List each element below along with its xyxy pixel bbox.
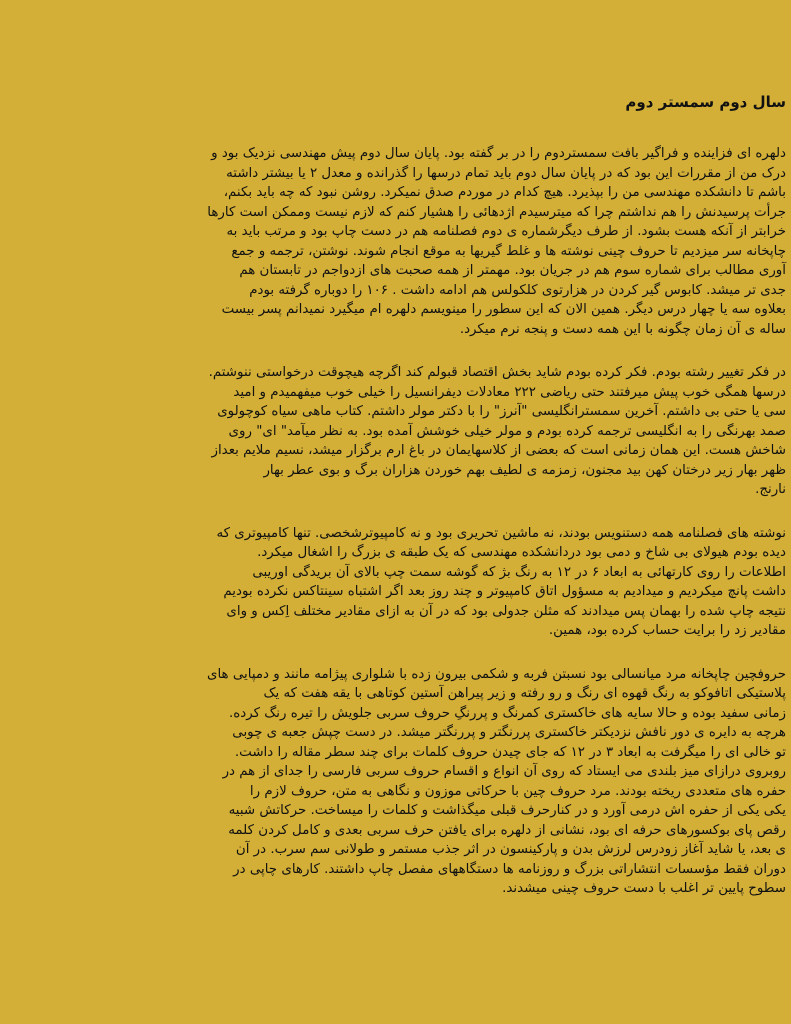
text-line: تو خالی ای را میگرفت به ابعاد ۳ در ۱۲ که جای چیدن حروف کلمات برای چند سطر مقاله را داشت. bbox=[234, 744, 786, 760]
text-line: ظهر بهار زیر درختان کهن بید مجنون، زمزمه ی لطیف بهم خوردن هزاران برگ و بوی عطر بهار bbox=[263, 462, 786, 478]
text-line: نوشته های فصلنامه همه دستنویس بودند، نه ماشین تحریری بود و نه کامپیوترشخصی. تنها کامپیوتری که bbox=[216, 525, 786, 541]
paragraph-4 bbox=[100, 665, 786, 899]
text-line: دلهره ای فزاینده و فراگیر بافت سمستردوم را در بر گفته بود. پایان سال دوم پیش مهندسی نزدیک بود و bbox=[211, 146, 786, 161]
text-line: درسها همگی خوب پیش میرفتند حتی ریاضی ۲۲۲ معادلات دیفرانسیل را خیلی خوب میفهمیدم و امید bbox=[233, 384, 786, 400]
text-line: پلاستیکی اتافوکو به رنگ قهوه ای رنگ و رو رفته و زیر پیراهن آستین کوتاهی با یقه هفت که یک bbox=[263, 686, 786, 701]
text-line: سطوح پایین تر اغلب با دست حروف چینی میشدند. bbox=[502, 881, 786, 896]
text-line: درک من از مقررات این بود که در پایان سال دوم باید تمام درسها را گذرانده و معدل ۲ یا بیشتر داشته bbox=[226, 165, 786, 181]
text-line: رقص پای بوکسورهای حرفه ای بود، نشانی از دلهره برای یافتن حرف سربی بعدی و کامل کردن کلمه bbox=[228, 822, 786, 838]
text-line: نتیجه چاپ شده را بهمان پس میدادند که مثلن جدولی بود که در آن به ازای مقادیر مختلف اِکس و وای bbox=[226, 603, 786, 619]
text-line: ساله ی آن زمان چگونه با این همه دست و پنجه نرم میکرد. bbox=[459, 321, 786, 337]
paragraph-1 bbox=[100, 144, 786, 339]
text-line: ی بعد، یا شاید آغاز زودرس لرزش بدن و پارکینسون در اثر جذب مستمر و طولانی سم سرب. در آن bbox=[235, 842, 786, 857]
text-line: داشت پانچ میکردیم و میدادیم به مسؤول اتاق کامپیوتر و چند روز بعد اگر اشتباه سینتاکس نکرده بودیم bbox=[223, 584, 786, 599]
document-title: سال دوم سمستر دوم bbox=[625, 93, 786, 111]
text-line: دوران فقط مؤسسات انتشاراتی بزرگ و روزنامه ها دستگاههای مفصل چاپ داشتند. کارهای چاپی در bbox=[233, 861, 786, 877]
text-line: در فکر تغییر رشته بودم. فکر کرده بودم شاید بخش اقتصاد قبولم کند اگرچه هیچوقت درخواستی ننوشتم. bbox=[208, 365, 786, 380]
text-line: زمانی سفید بوده و حالا سایه های خاکستری کمرنگ و پررنگِ حروف سربی جلویش را تیره رنگ کرده. bbox=[229, 705, 786, 721]
text-line: بعلاوه سه یا چهار درس دیگر. همین الان که این سطور را مینویسم دلهره ام میگیرد نمیدانم پسر بیست bbox=[221, 302, 786, 317]
text-line: جدی تر میشد. کابوس گیر کردن در هزارتوی کلکولس هم ادامه داشت . ۱۰۶ را دوباره گرفته بودم bbox=[249, 282, 786, 298]
text-line: آوری مطالب برای شماره سوم هم در جریان بود. مهمتر از همه صحبت های ازدواجم در تابستان هم bbox=[239, 263, 786, 278]
document-page bbox=[100, 90, 786, 923]
text-line: چاپخانه سر میزدیم تا حروف چینی نوشته ها و غلط گیریها به موقع انجام شوند. نوشتن، ترجمه و جمع bbox=[231, 243, 786, 259]
paragraph-2 bbox=[100, 363, 786, 500]
text-line: حفره های متعددی ریخته بودند. مرد حروف چین با حرکاتی موزون و نگاهی به متن، حروف لازم را bbox=[249, 783, 786, 799]
text-line: هرچه به دایره ی دور نافش نزدیکتر خاکستری پررنگتر و پررنگتر میشد. در دست چپش جعبه ی چوبی bbox=[232, 725, 786, 740]
text-line: جرأت پرسیدنش را هم نداشتم چرا که میترسیدم اژدهائی را هشیار کنم که لازم نیست وممکن است کارها bbox=[207, 204, 786, 220]
text-line: نارنج. bbox=[755, 482, 786, 497]
text-line: دیده بودم هیولای بی شاخ و دمی بود دردانشکده مهندسی که یک طبقه ی بزرگ را اشغال میکرد. bbox=[257, 545, 786, 560]
text-line: خرابتر از آنکه هست بشود. از طرف دیگرشماره ی دوم فصلنامه هم در دست چاپ بود و مرتب باید به bbox=[226, 224, 786, 239]
text-line: شاخش هست. این همان زمانی است که بعضی از کلاسهایمان در باغ ارم برگزار میشد، نسیم ملایم بعداز bbox=[211, 443, 786, 458]
text-line: مقادیر زد را برایت حساب کرده بود، همین. bbox=[548, 623, 786, 638]
text-line: حروفچین چاپخانه مرد میانسالی بود نسبتن فربه و شکمی بیرون زده با شلواری پیژامه مانند و دمپایی های bbox=[207, 666, 786, 682]
text-line: سی یا حتی بی داشتم. آخرین سمسترانگلیسی "آنرز" را با دکتر مولر داشتم. کتاب ماهی سیاه کوچولوی bbox=[217, 404, 786, 419]
text-line: صمد بهرنگی را به انگلیسی ترجمه کرده بودم و مولر خیلی خوشش آمده بود. به نظر میآمد" ای" روی bbox=[228, 423, 786, 439]
text-line: یکی یکی از حفره اش درمی آورد و در کنارحرف قبلی میگذاشت و کلمات را میساخت. حرکاتش شبیه bbox=[228, 803, 786, 818]
text-line: باشم تا دانشکده مهندسی من را بپذیرد. هیچ کدام در موردم صدق نمیکرد. روشن نبود که چه باید بکنم، bbox=[223, 185, 786, 200]
text-line: روبروی درازای میز بلندی می ایستاد که روی آن انواع و اقسام حروف سربی فارسی را جدای از هم در bbox=[222, 764, 786, 779]
paragraph-3 bbox=[100, 524, 786, 641]
text-line: اطلاعات را روی کارتهائی به ابعاد ۶ در ۱۲ به رنگ بژ که گوشه سمت چپ بالای آن بریدگی اوریبی bbox=[252, 564, 786, 580]
